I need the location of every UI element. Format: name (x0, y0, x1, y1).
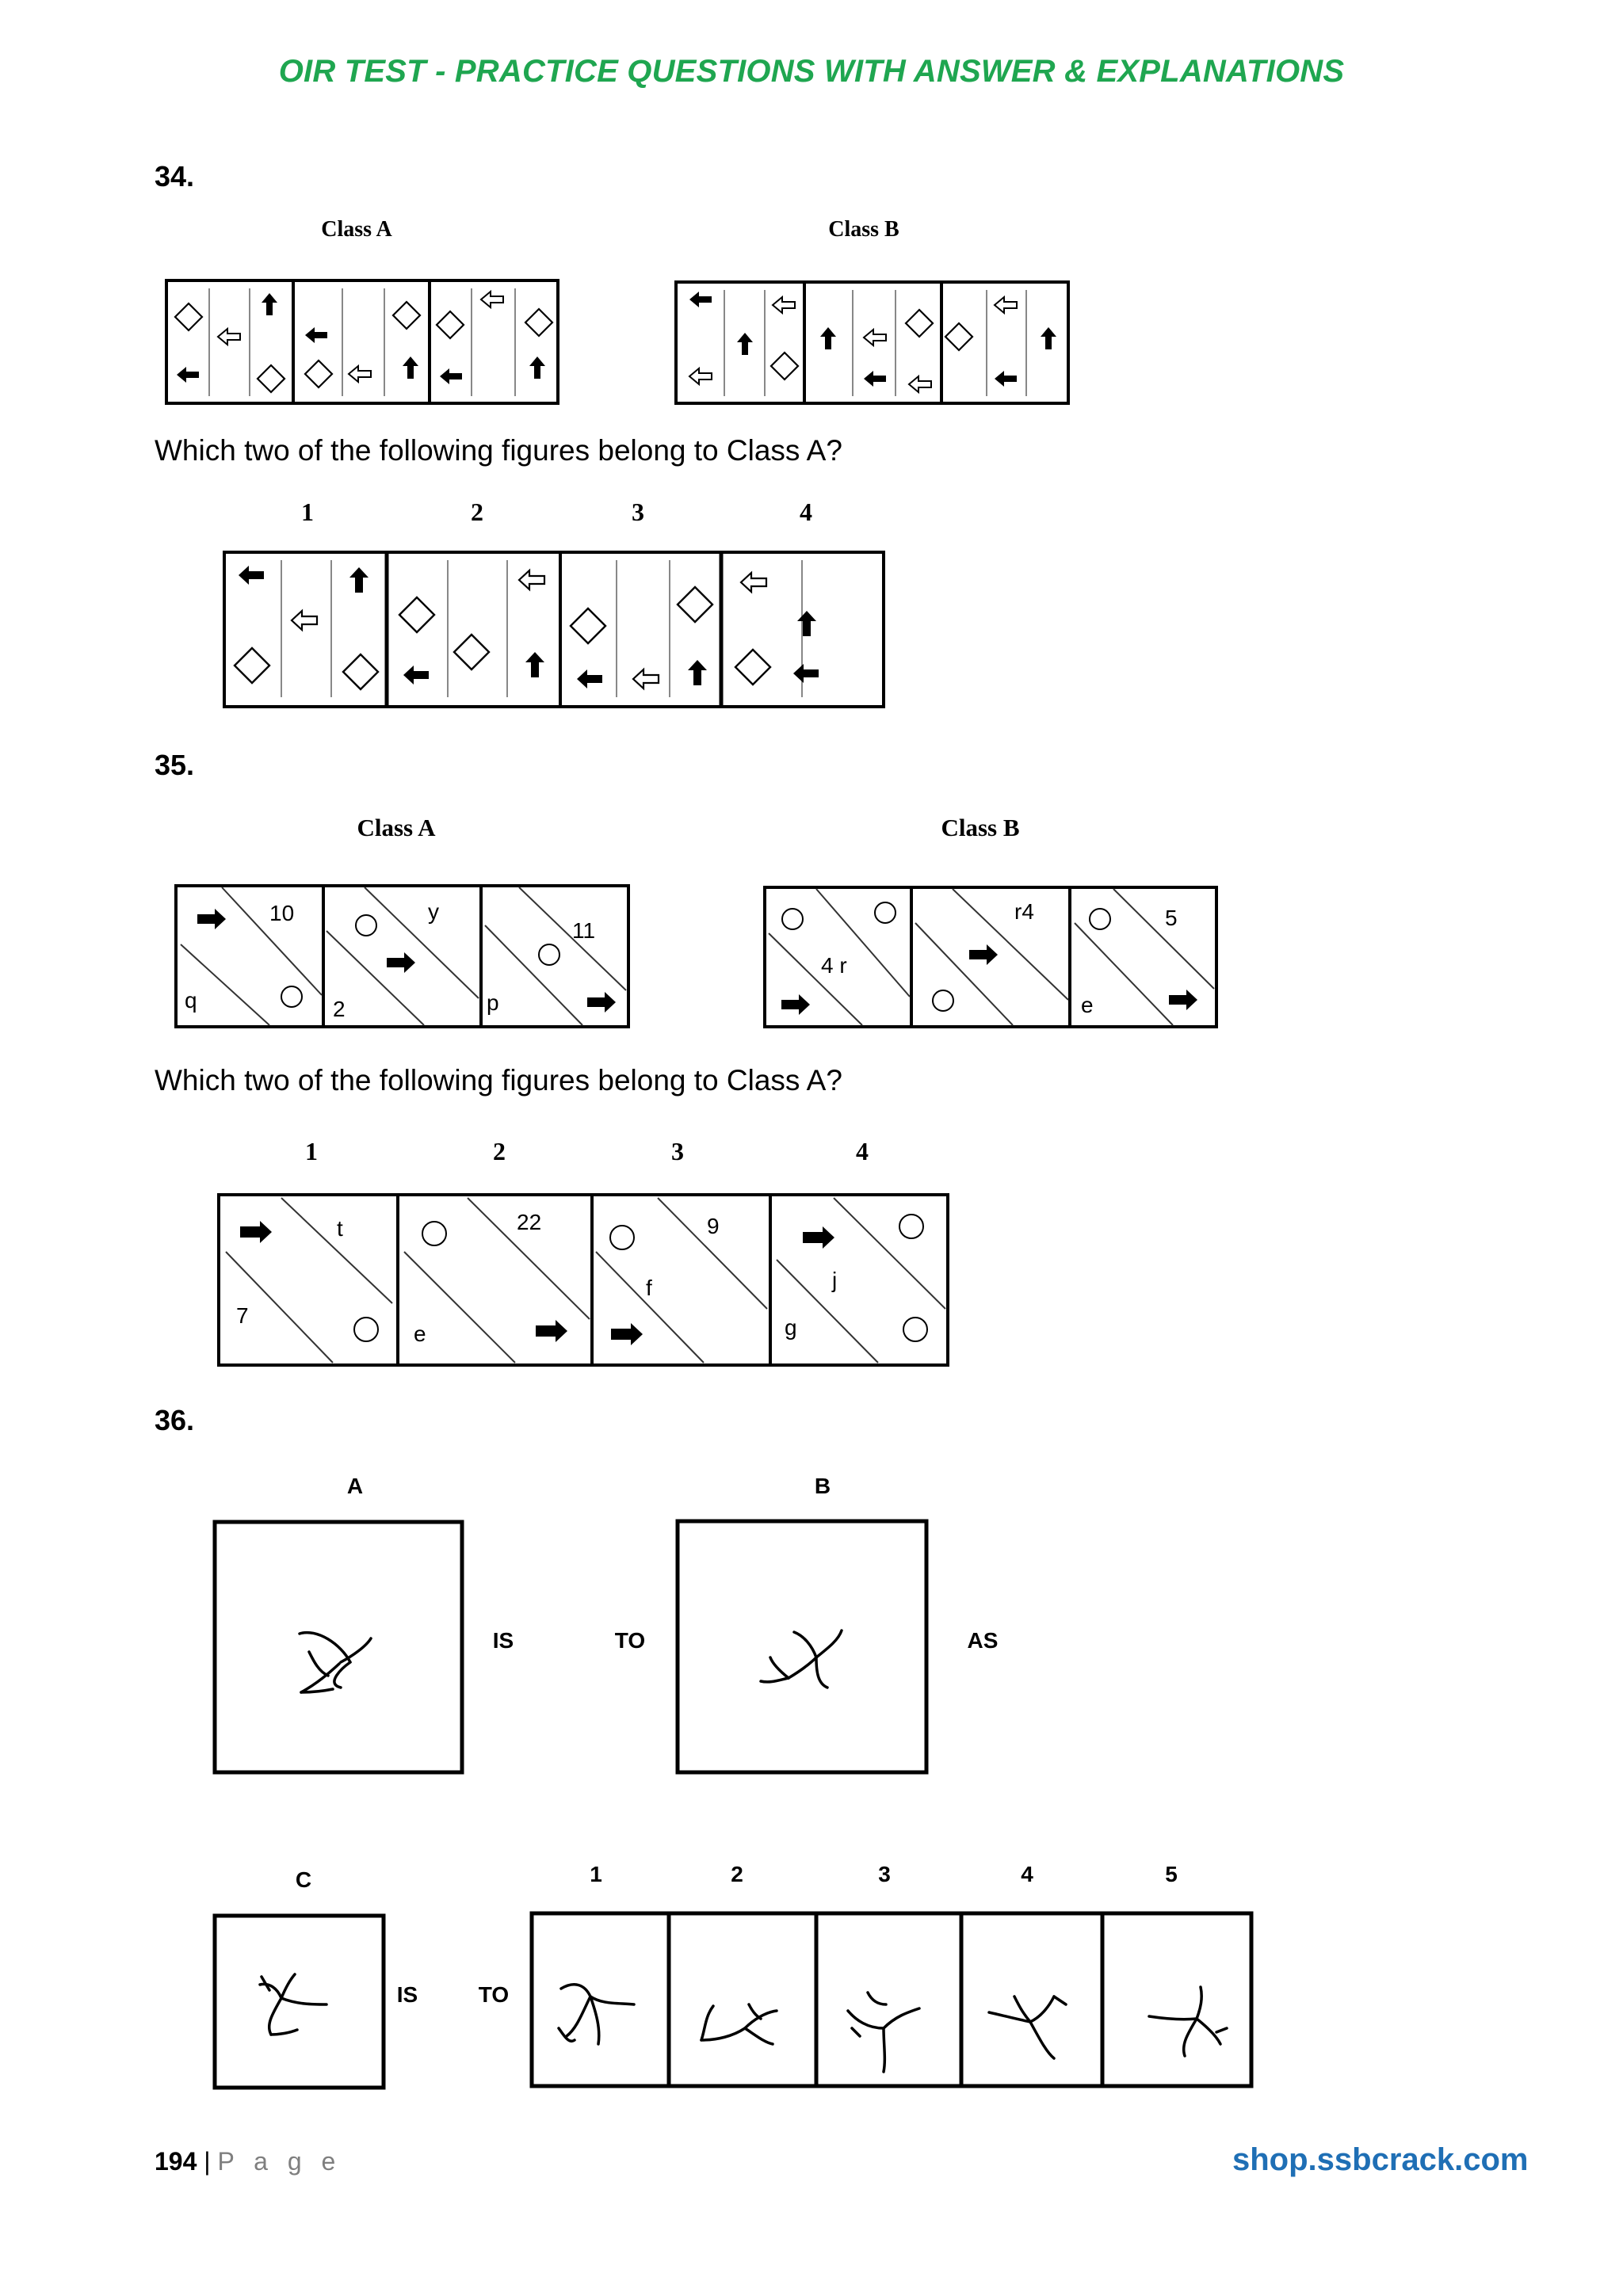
q36-option-3-label: 3 (878, 1862, 891, 1886)
q34-option-2-label: 2 (471, 498, 483, 526)
q35-text-q: q (185, 988, 197, 1013)
q35-text-4r: 4 r (821, 953, 847, 978)
q35-text-r4: r4 (1014, 899, 1034, 924)
question-number-36: 36. (155, 1404, 195, 1436)
q36-box-b (678, 1521, 926, 1772)
q36-to-2: TO (478, 1982, 510, 2007)
q35-option-1-label: 1 (305, 1137, 318, 1165)
q35-text-2: 2 (333, 997, 346, 1021)
footer-site-link[interactable]: shop.ssbcrack.com (1232, 2142, 1529, 2177)
q35-text-y: y (428, 899, 439, 924)
q35-text-p: p (487, 990, 499, 1015)
footer-separator: | (204, 2147, 211, 2176)
q34-option-4-label: 4 (800, 498, 812, 526)
q36-option-5-label: 5 (1165, 1862, 1178, 1886)
q35-text-e: e (1081, 993, 1094, 1017)
q35-option-3-label: 3 (671, 1137, 684, 1165)
q35-opt-text-g: g (785, 1315, 797, 1340)
q36-label-c: C (295, 1867, 312, 1892)
q36-options-strip (532, 1913, 1251, 2086)
q35-text-11: 11 (572, 918, 596, 943)
q36-to-1: TO (614, 1628, 646, 1653)
q35-text-5: 5 (1165, 906, 1178, 930)
q34-option-1-label: 1 (301, 498, 314, 526)
q36-as: AS (967, 1628, 999, 1653)
q34-class-b-label: Class B (828, 217, 899, 242)
q35-opt-text-f: f (646, 1276, 652, 1300)
q36-option-4-label: 4 (1021, 1862, 1033, 1886)
q35-text-10: 10 (269, 901, 295, 925)
page-number: 194 (155, 2147, 197, 2176)
q35-opt-text-t: t (337, 1216, 343, 1241)
q35-class-a-label: Class A (357, 814, 436, 841)
q34-question-text: Which two of the following figures belong to Class A? (155, 434, 842, 467)
q36-label-a: A (346, 1474, 364, 1498)
page-word: P a g e (217, 2147, 342, 2176)
q35-question-text: Which two of the following figures belong to Class A? (155, 1064, 842, 1097)
q36-option-2-label: 2 (731, 1862, 743, 1886)
q34-class-a-label: Class A (321, 217, 392, 242)
q35-opt-text-9: 9 (707, 1214, 720, 1238)
question-number-34: 34. (155, 160, 195, 193)
page-header: OIR TEST - PRACTICE QUESTIONS WITH ANSWER & EXPLANATIONS (278, 54, 1345, 89)
q35-opt-text-7: 7 (236, 1303, 249, 1328)
q36-is-2: IS (396, 1982, 418, 2007)
q35-option-2-label: 2 (493, 1137, 506, 1165)
q36-option-1-label: 1 (590, 1862, 602, 1886)
q35-opt-text-e: e (414, 1322, 426, 1346)
q35-option-4-label: 4 (856, 1137, 869, 1165)
page-footer-left (155, 2147, 342, 2176)
q35-opt-text-22: 22 (517, 1210, 542, 1234)
q36-is-1: IS (492, 1628, 514, 1653)
q36-label-b: B (814, 1474, 831, 1498)
q34-option-3-label: 3 (632, 498, 644, 526)
q35-class-b-label: Class B (941, 814, 1020, 841)
question-number-35: 35. (155, 749, 195, 781)
q35-opt-text-j: j (832, 1268, 838, 1292)
